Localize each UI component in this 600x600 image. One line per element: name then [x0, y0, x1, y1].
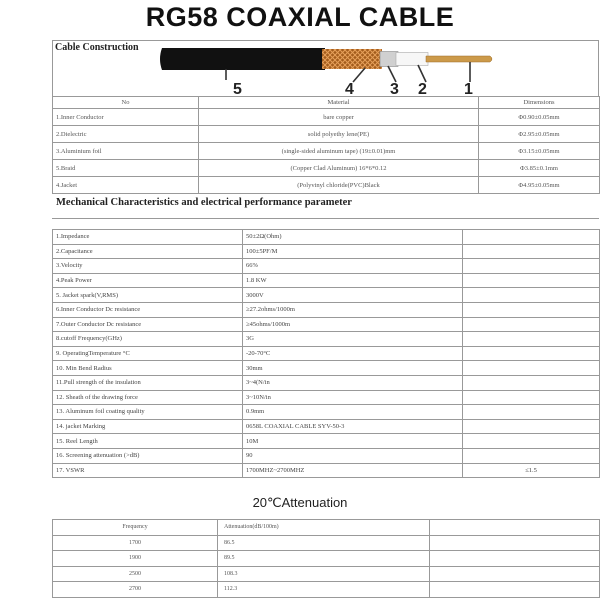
extra-cell: [463, 230, 600, 245]
header-attenuation: Attenuation(dB/100m): [218, 520, 430, 536]
extra-cell: [463, 244, 600, 259]
param-cell: 12. Sheath of the drawing force: [53, 390, 243, 405]
page-title: RG58 COAXIAL CABLE: [145, 2, 455, 32]
value-cell: 66%: [243, 259, 463, 274]
table-row: [53, 273, 600, 288]
value-cell: ≥27.2ohms/1000m: [243, 302, 463, 317]
extra-cell: [463, 273, 600, 288]
table-row: [53, 582, 600, 598]
value-cell: ≥45ohms/1000m: [243, 317, 463, 332]
table-row: [53, 244, 600, 259]
attenuation-table: [52, 519, 600, 598]
callout-4: 4: [345, 81, 354, 98]
table-row: [53, 390, 600, 405]
empty-cell: [430, 551, 600, 567]
extra-cell: [463, 419, 600, 434]
empty-cell: [430, 582, 600, 598]
cell-part: 3.Aluminium foil: [53, 143, 199, 160]
frequency-cell: 2500: [53, 566, 218, 582]
extra-cell: [463, 288, 600, 303]
cable-conductor: [426, 56, 492, 62]
table-row: [53, 361, 600, 376]
table-row: [53, 419, 600, 434]
value-cell: 3000V: [243, 288, 463, 303]
value-cell: 50±2Ω(Ohm): [243, 230, 463, 245]
param-cell: 2.Capacitance: [53, 244, 243, 259]
table-row: [53, 302, 600, 317]
extra-cell: [463, 405, 600, 420]
param-cell: 9. OperatingTemperature °C: [53, 346, 243, 361]
extra-cell: [463, 448, 600, 463]
empty-cell: [430, 535, 600, 551]
table-row: [53, 143, 600, 160]
frequency-cell: 1700: [53, 535, 218, 551]
param-cell: 1.Impedance: [53, 230, 243, 245]
table-row: [53, 535, 600, 551]
cable-jacket: [160, 48, 325, 70]
attenuation-title: 20℃Attenuation: [252, 495, 348, 510]
param-cell: 6.Inner Conductor Dc resistance: [53, 302, 243, 317]
table-row: [53, 332, 600, 347]
cell-material: (Polyvinyl chloride(PVC)Black: [199, 177, 479, 194]
value-cell: 3~4(N/in: [243, 375, 463, 390]
cell-dimension: Φ3.85±0.1mm: [479, 160, 600, 177]
extra-cell: [463, 259, 600, 274]
header-frequency: Frequency: [53, 520, 218, 536]
param-cell: 5. Jacket spark(V,RMS): [53, 288, 243, 303]
table-row: [53, 346, 600, 361]
table-row: [53, 126, 600, 143]
extra-cell: [463, 361, 600, 376]
extra-cell: [463, 375, 600, 390]
callout-5: 5: [233, 81, 242, 98]
param-cell: 15. Reel Length: [53, 434, 243, 449]
header-material: Material: [199, 97, 479, 109]
table-row: [53, 317, 600, 332]
table-row: [53, 109, 600, 126]
table-row: [53, 405, 600, 420]
extra-cell: [463, 302, 600, 317]
cable-braid: [322, 49, 382, 69]
value-cell: 1700MHZ~2700MHZ: [243, 463, 463, 478]
param-cell: 13. Aluminum foil coating quality: [53, 405, 243, 420]
param-cell: 14. jacket Marking: [53, 419, 243, 434]
param-cell: 10. Min Bend Radius: [53, 361, 243, 376]
extra-cell: [463, 434, 600, 449]
extra-cell: [463, 332, 600, 347]
value-cell: 0658L COAXIAL CABLE SYV-50-3: [243, 419, 463, 434]
callout-3: 3: [390, 81, 399, 98]
value-cell: 3~10N/in: [243, 390, 463, 405]
value-cell: 90: [243, 448, 463, 463]
table-row: [53, 230, 600, 245]
table-row: [53, 566, 600, 582]
table-row: [53, 177, 600, 194]
construction-table: [52, 96, 600, 194]
table-row: [53, 288, 600, 303]
frequency-cell: 2700: [53, 582, 218, 598]
cell-dimension: Φ3.15±0.05mm: [479, 143, 600, 160]
table-row: [53, 463, 600, 478]
cell-part: 4.Jacket: [53, 177, 199, 194]
callout-1: 1: [464, 81, 473, 98]
param-cell: 8.cutoff Frequency(GHz): [53, 332, 243, 347]
table-row: [53, 434, 600, 449]
cell-part: 5.Braid: [53, 160, 199, 177]
frequency-cell: 1900: [53, 551, 218, 567]
param-cell: 4.Peak Power: [53, 273, 243, 288]
value-cell: 0.9mm: [243, 405, 463, 420]
header-no: No: [53, 97, 199, 109]
param-cell: 16. Screening attenuation (>dB): [53, 448, 243, 463]
value-cell: 100±5PF/M: [243, 244, 463, 259]
table-row: [53, 259, 600, 274]
empty-cell: [430, 566, 600, 582]
table-header-row: [53, 97, 600, 109]
attenuation-cell: 112.3: [218, 582, 430, 598]
table-row: [53, 448, 600, 463]
cell-part: 1.Inner Conductor: [53, 109, 199, 126]
cell-material: (single-sided aluminum tape) (19±0.01)mm: [199, 143, 479, 160]
extra-cell: ≤1.5: [463, 463, 600, 478]
table-row: [53, 160, 600, 177]
value-cell: 3G: [243, 332, 463, 347]
mechanical-heading: Mechanical Characteristics and electrical performance parameter: [56, 197, 352, 208]
attenuation-cell: 86.5: [218, 535, 430, 551]
param-cell: 11.Pull strength of the insulation: [53, 375, 243, 390]
cable-diagram: [150, 40, 600, 96]
cell-dimension: Φ0.90±0.05mm: [479, 109, 600, 126]
cell-material: solid polyethy lene(PE): [199, 126, 479, 143]
extra-cell: [463, 390, 600, 405]
param-cell: 3.Velocity: [53, 259, 243, 274]
table-header-row: [53, 520, 600, 536]
value-cell: -20-70°C: [243, 346, 463, 361]
cell-material: bare copper: [199, 109, 479, 126]
attenuation-cell: 108.3: [218, 566, 430, 582]
value-cell: 30mm: [243, 361, 463, 376]
divider: [52, 218, 599, 219]
param-cell: 7.Outer Conductor Dc resistance: [53, 317, 243, 332]
extra-cell: [463, 317, 600, 332]
mechanical-table: [52, 229, 600, 478]
cell-dimension: Φ4.95±0.05mm: [479, 177, 600, 194]
construction-label: Cable Construction: [55, 42, 139, 53]
table-row: [53, 375, 600, 390]
param-cell: 17. VSWR: [53, 463, 243, 478]
value-cell: 10M: [243, 434, 463, 449]
table-row: [53, 551, 600, 567]
header-dimensions: Dimensions: [479, 97, 600, 109]
extra-cell: [463, 346, 600, 361]
value-cell: 1.8 KW: [243, 273, 463, 288]
cell-dimension: Φ2.95±0.05mm: [479, 126, 600, 143]
cell-material: (Copper Clad Aluminum) 16*6*0.12: [199, 160, 479, 177]
callout-2: 2: [418, 81, 427, 98]
cable-dielectric: [396, 53, 428, 66]
cable-foil: [380, 52, 398, 67]
cell-part: 2.Dielectric: [53, 126, 199, 143]
attenuation-cell: 89.5: [218, 551, 430, 567]
empty-cell: [430, 520, 600, 536]
